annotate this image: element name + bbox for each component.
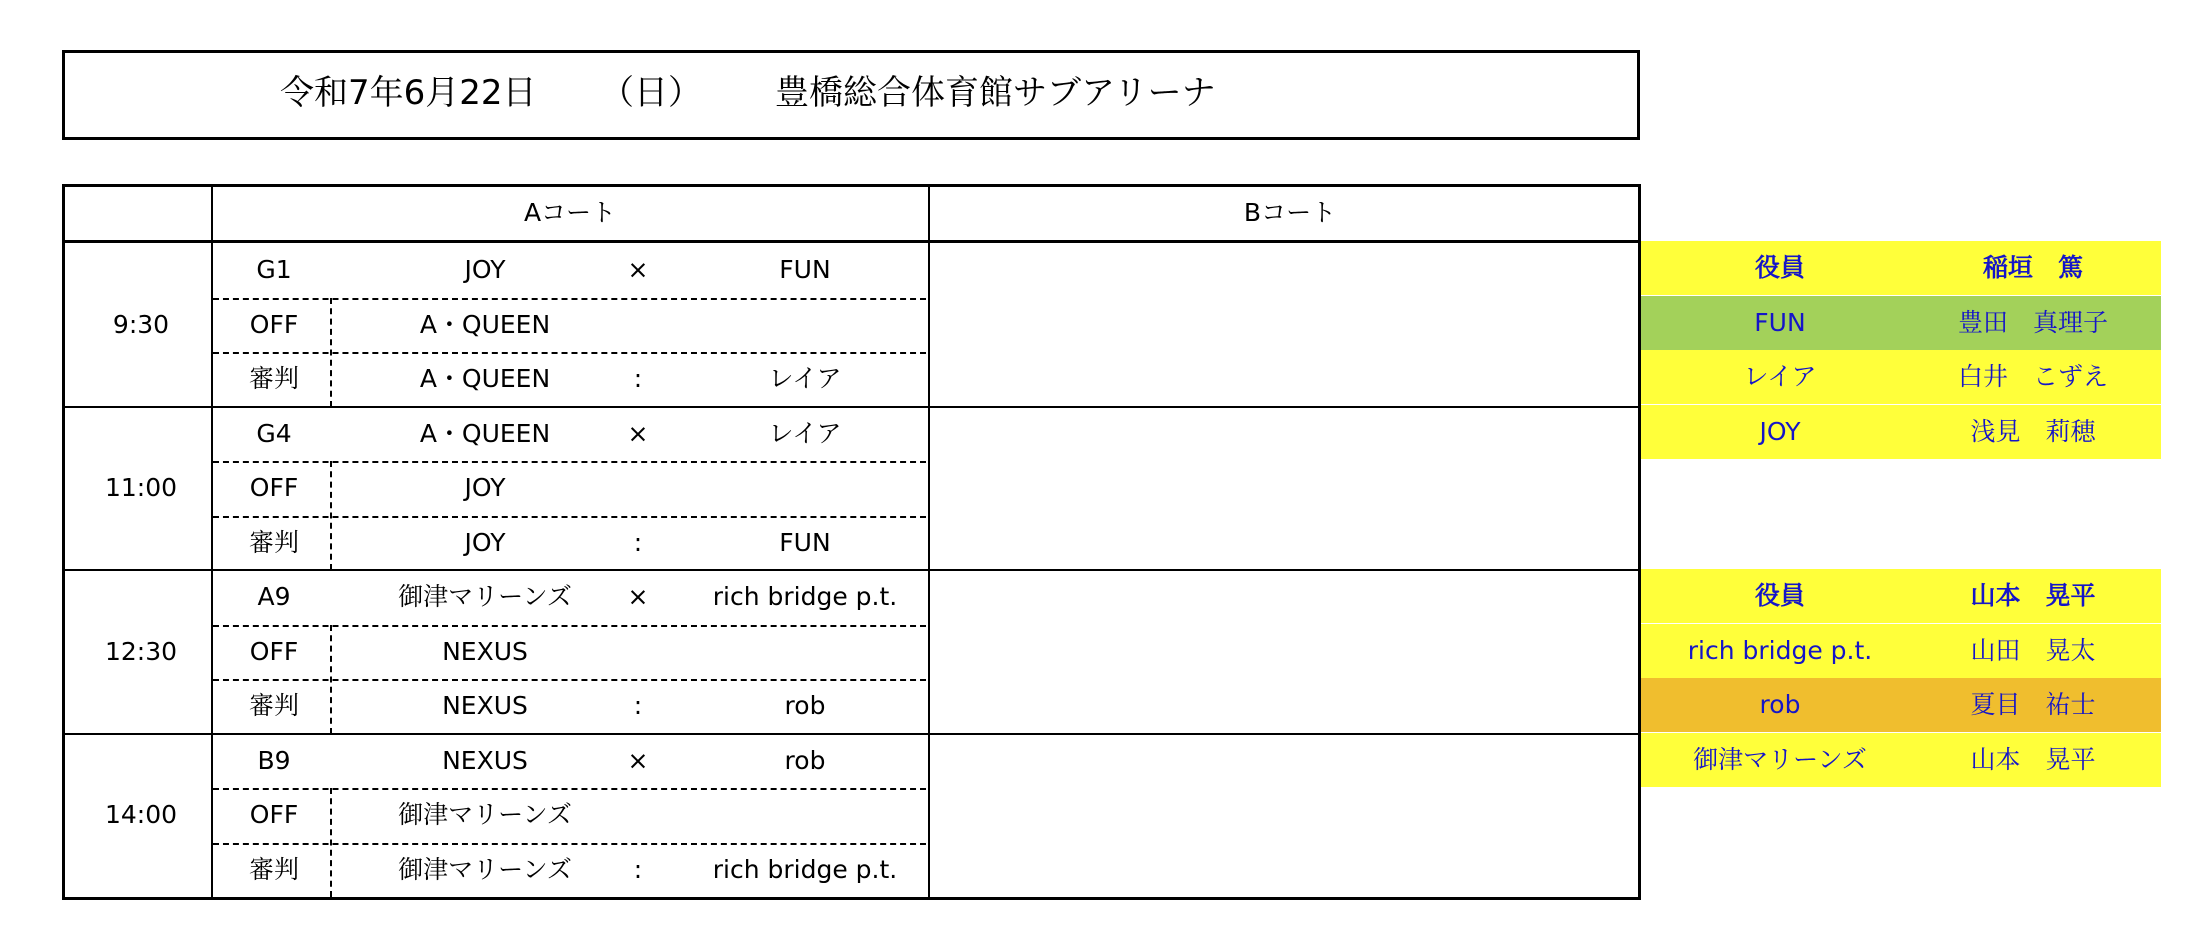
- game-code: B9: [257, 745, 291, 775]
- label-divider: [330, 625, 332, 734]
- officials-row: [1641, 569, 2161, 623]
- ref-label: 審判: [248, 364, 300, 394]
- ref-team-2: rich bridge p.t.: [712, 854, 898, 884]
- officials-team: 役員: [1754, 581, 1806, 610]
- slot-divider: [65, 569, 1638, 571]
- ref-separator: :: [633, 364, 643, 394]
- officials-person: 夏目 祐士: [1970, 690, 2096, 719]
- game-versus: ×: [627, 582, 649, 612]
- row-divider: [213, 352, 926, 354]
- officials-row: [1641, 241, 2161, 295]
- officials-person: 豊田 真理子: [1957, 307, 2109, 337]
- slot-time: 12:30: [104, 636, 178, 666]
- off-team: NEXUS: [442, 636, 528, 666]
- ref-separator: :: [633, 527, 643, 557]
- label-divider: [330, 461, 332, 570]
- event-header: [62, 50, 1640, 140]
- row-divider: [213, 516, 926, 518]
- officials-person: 山田 晃太: [1970, 635, 2096, 665]
- row-divider: [213, 788, 926, 790]
- court-a-header: Aコート: [523, 198, 617, 227]
- game-away-team: FUN: [779, 255, 831, 285]
- label-divider: [330, 788, 332, 897]
- officials-row: [1641, 733, 2161, 787]
- officials-person: 稲垣 篤: [1982, 253, 2084, 282]
- slot-time: 11:00: [104, 473, 178, 503]
- officials-team: レイア: [1743, 362, 1817, 391]
- game-away-team: rob: [784, 745, 826, 775]
- game-versus: ×: [627, 418, 649, 448]
- off-label: OFF: [249, 309, 299, 339]
- time-column-divider: [211, 187, 213, 897]
- schedule-table: [62, 184, 1641, 900]
- game-away-team: rich bridge p.t.: [712, 582, 898, 612]
- off-label: OFF: [249, 800, 299, 830]
- label-divider: [330, 298, 332, 407]
- game-code: G4: [256, 418, 292, 448]
- event-venue: 豊橋総合体育館サブアリーナ: [775, 73, 1216, 113]
- officials-team: FUN: [1754, 307, 1806, 337]
- game-home-team: JOY: [464, 255, 506, 285]
- officials-row: [1641, 296, 2161, 350]
- game-home-team: A・QUEEN: [419, 418, 551, 448]
- row-divider: [213, 461, 926, 463]
- ref-label: 審判: [248, 854, 300, 884]
- officials-team: 役員: [1754, 253, 1806, 282]
- game-code: G1: [256, 255, 292, 285]
- officials-person: 白井 こずえ: [1957, 362, 2109, 391]
- slot-time: 9:30: [112, 309, 170, 339]
- officials-row: [1641, 624, 2161, 678]
- ref-separator: :: [633, 691, 643, 721]
- ref-team-2: rob: [784, 691, 826, 721]
- ref-team-1: NEXUS: [442, 691, 528, 721]
- off-label: OFF: [249, 473, 299, 503]
- ref-label: 審判: [248, 527, 300, 557]
- game-home-team: NEXUS: [442, 745, 528, 775]
- game-code: A9: [257, 582, 291, 612]
- officials-team: rich bridge p.t.: [1687, 635, 1873, 665]
- off-team: 御津マリーンズ: [398, 800, 572, 830]
- officials-team: JOY: [1759, 416, 1801, 446]
- ref-separator: :: [633, 854, 643, 884]
- slot-divider: [65, 406, 1638, 408]
- officials-row: [1641, 405, 2161, 459]
- game-away-team: レイア: [768, 418, 842, 448]
- officials-person: 浅見 莉穂: [1970, 416, 2096, 446]
- officials-person: 山本 晃平: [1970, 581, 2096, 610]
- event-day: （日）: [600, 73, 702, 113]
- row-divider: [213, 298, 926, 300]
- officials-person: 山本 晃平: [1970, 744, 2096, 774]
- officials-team: rob: [1759, 690, 1801, 719]
- row-divider: [213, 843, 926, 845]
- court-header-divider: [65, 240, 1638, 243]
- ref-team-1: A・QUEEN: [419, 364, 551, 394]
- court-b-header: Bコート: [1243, 198, 1337, 227]
- slot-divider: [65, 733, 1638, 735]
- ref-team-2: FUN: [779, 527, 831, 557]
- officials-row: [1641, 678, 2161, 732]
- off-team: JOY: [464, 473, 506, 503]
- ref-team-2: レイア: [768, 364, 842, 394]
- slot-time: 14:00: [104, 800, 178, 830]
- game-versus: ×: [627, 745, 649, 775]
- game-versus: ×: [627, 255, 649, 285]
- off-label: OFF: [249, 636, 299, 666]
- officials-row: [1641, 350, 2161, 404]
- off-team: A・QUEEN: [419, 309, 551, 339]
- court-divider: [928, 187, 930, 897]
- officials-team: 御津マリーンズ: [1693, 744, 1867, 774]
- ref-label: 審判: [248, 691, 300, 721]
- ref-team-1: 御津マリーンズ: [398, 854, 572, 884]
- row-divider: [213, 625, 926, 627]
- ref-team-1: JOY: [464, 527, 506, 557]
- game-home-team: 御津マリーンズ: [398, 582, 572, 612]
- row-divider: [213, 679, 926, 681]
- event-date: 令和7年6月22日: [280, 73, 537, 113]
